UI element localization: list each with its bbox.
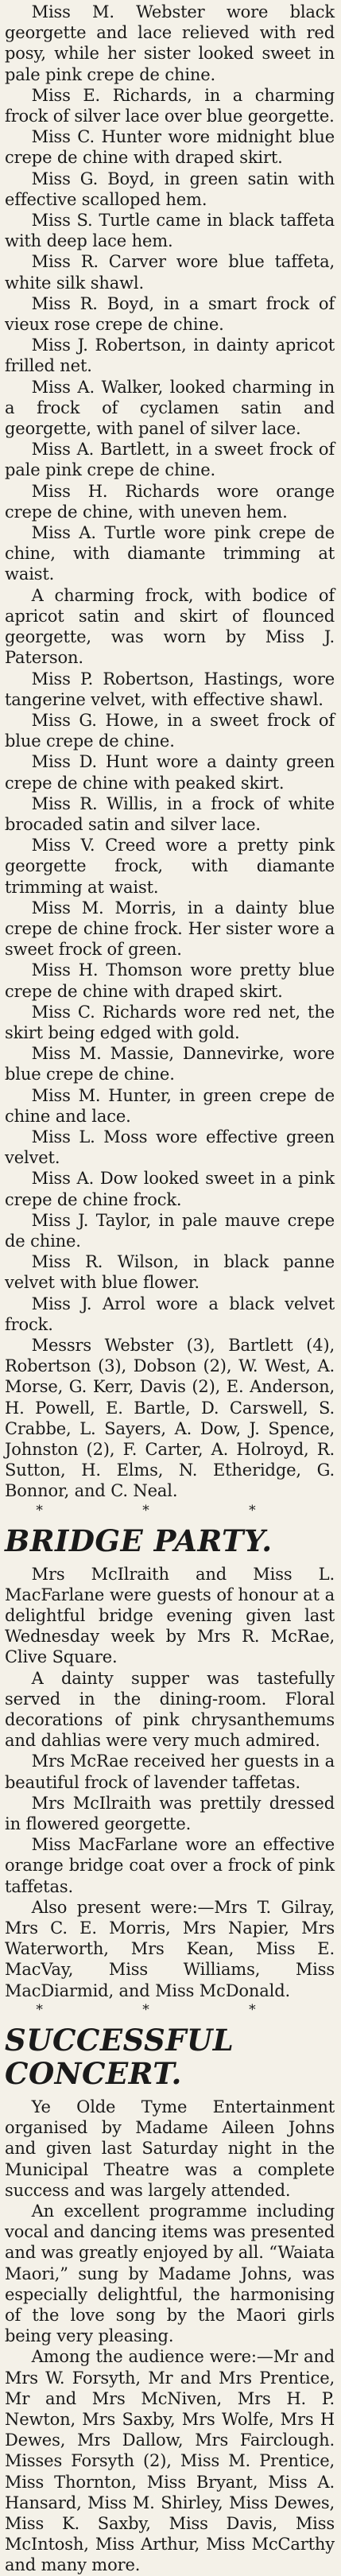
bridge-party-section bbox=[5, 1564, 335, 2001]
paragraph: Miss H. Thomson wore pretty blue crepe de chine with draped skirt. bbox=[5, 960, 335, 1001]
paragraph: Miss R. Carver wore blue taffeta, white silk shawl. bbox=[5, 252, 335, 293]
paragraph: Miss M. Hunter, in green crepe de chine and lace. bbox=[5, 1085, 335, 1126]
paragraph: Miss MacFarlane wore an effective orange bridge coat over a frock of pink taffetas. bbox=[5, 1835, 335, 1896]
section-separator: * * * bbox=[36, 2001, 304, 2018]
paragraph: Ye Olde Tyme Entertainment organised by Madame Aileen Johns and given last Saturday night in the Municipal Theatre was a complete success and was largely attended. bbox=[5, 2097, 335, 2200]
paragraph: Miss J. Arrol wore a black velvet frock. bbox=[5, 1294, 335, 1334]
paragraph: Miss R. Wilson, in black panne velvet with blue flower. bbox=[5, 1252, 335, 1293]
guest-list: Among the audience were:—Mr and Mrs W. Forsyth, Mr and Mrs Prentice, Mr and Mrs McNiven, Mrs H. P. Newton, Mrs Saxby, Mrs Wolfe, Mrs H Dewes, Mrs Dallow, Mrs Fairclough. Misses Forsyth (2), Miss M. Prentice, Miss Thornton, Miss Bryant, Miss A. Hansard, Miss M. Shirley, Miss Dewes, Miss K. Saxby, Miss Davis, Miss McIntosh, Miss Arthur, Miss McCarthy and many more. bbox=[5, 2347, 335, 2575]
paragraph: Miss A. Bartlett, in a sweet frock of pale pink crepe de chine. bbox=[5, 440, 335, 480]
paragraph: Miss G. Boyd, in green satin with effective scalloped hem. bbox=[5, 169, 335, 209]
paragraph: Miss J. Robertson, in dainty apricot frilled net. bbox=[5, 336, 335, 376]
paragraph: Miss A. Dow looked sweet in a pink crepe de chine frock. bbox=[5, 1169, 335, 1209]
paragraph: Miss P. Robertson, Hastings, wore tangerine velvet, with effective shawl. bbox=[5, 669, 335, 709]
frocks-list bbox=[5, 2, 335, 1502]
paragraph: Miss M. Morris, in a dainty blue crepe de chine frock. Her sister wore a sweet frock of green. bbox=[5, 898, 335, 960]
paragraph: Miss A. Walker, looked charming in a frock of cyclamen satin and georgette, with panel of silver lace. bbox=[5, 377, 335, 439]
paragraph: An excellent programme including vocal and dancing items was presented and was greatly enjoyed by all. “Waiata Maori,” sung by Madame Johns, was especially delightful, the harmonising of the love song by the Maori girls being very pleasing. bbox=[5, 2201, 335, 2346]
paragraph: Miss L. Moss wore effective green velvet. bbox=[5, 1127, 335, 1168]
paragraph: Miss R. Willis, in a frock of white brocaded satin and silver lace. bbox=[5, 793, 335, 834]
section-heading-bridge-party: BRIDGE PARTY. bbox=[5, 1523, 273, 1558]
paragraph: Miss M. Massie, Dannevirke, wore blue crepe de chine. bbox=[5, 1044, 335, 1084]
paragraph: Miss J. Taylor, in pale mauve crepe de chine. bbox=[5, 1210, 335, 1251]
section-heading-successful-concert: SUCCESSFUL CONCERT. bbox=[5, 2022, 234, 2091]
paragraph: Miss M. Webster wore black georgette and lace relieved with red posy, while her sister looked sweet in pale pink crepe de chine. bbox=[5, 2, 335, 84]
paragraph: A charming frock, with bodice of apricot satin and skirt of flounced georgette, was worn by Miss J. Paterson. bbox=[5, 585, 335, 668]
paragraph: Mrs McRae received her guests in a beautiful frock of lavender taffetas. bbox=[5, 1752, 335, 1792]
guest-list: Messrs Webster (3), Bartlett (4), Robertson (3), Dobson (2), W. West, A. Morse, G. Kerr, Davis (2), E. Anderson, H. Powell, E. Bartle, D. Carswell, S. Crabbe, L. Sayers, A. Dow, J. Spence, Johnston (2), F. Carter, A. Holroyd, R. Sutton, H. Elms, N. Etheridge, G. Bonnor, and C. Neal. bbox=[5, 1336, 335, 1501]
paragraph: Miss E. Richards, in a charming frock of silver lace over blue georgette. bbox=[5, 85, 335, 126]
guest-list: Also present were:—Mrs T. Gilray, Mrs C. E. Morris, Mrs Napier, Mrs Waterworth, Mrs Kean, Miss E. MacVay, Miss Williams, Miss MacDiarmid, and Miss McDonald. bbox=[5, 1897, 335, 2000]
section-separator: * * * bbox=[36, 1502, 304, 1519]
paragraph: Miss C. Hunter wore midnight blue crepe de chine with draped skirt. bbox=[5, 127, 335, 168]
paragraph: Mrs McIlraith and Miss L. MacFarlane were guests of honour at a delightful bridge evening given last Wednesday week by Mrs R. McRae, Clive Square. bbox=[5, 1564, 335, 1667]
paragraph: A dainty supper was tastefully served in the dining-room. Floral decorations of pink chrysanthemums and dahlias were very much admired. bbox=[5, 1668, 335, 1751]
concert-section bbox=[5, 2097, 335, 2576]
paragraph: Miss H. Richards wore orange crepe de chine, with uneven hem. bbox=[5, 481, 335, 522]
paragraph: Miss D. Hunt wore a dainty green crepe de chine with peaked skirt. bbox=[5, 752, 335, 793]
paragraph: Miss V. Creed wore a pretty pink georgette frock, with diamante trimming at waist. bbox=[5, 836, 335, 897]
paragraph: Miss G. Howe, in a sweet frock of blue crepe de chine. bbox=[5, 710, 335, 751]
paragraph: Miss A. Turtle wore pink crepe de chine, with diamante trimming at waist. bbox=[5, 523, 335, 584]
paragraph: Miss C. Richards wore red net, the skirt being edged with gold. bbox=[5, 1002, 335, 1042]
paragraph: Miss S. Turtle came in black taffeta with deep lace hem. bbox=[5, 211, 335, 251]
paragraph: Miss R. Boyd, in a smart frock of vieux rose crepe de chine. bbox=[5, 293, 335, 335]
paragraph: Mrs McIlraith was prettily dressed in flowered georgette. bbox=[5, 1793, 335, 1834]
